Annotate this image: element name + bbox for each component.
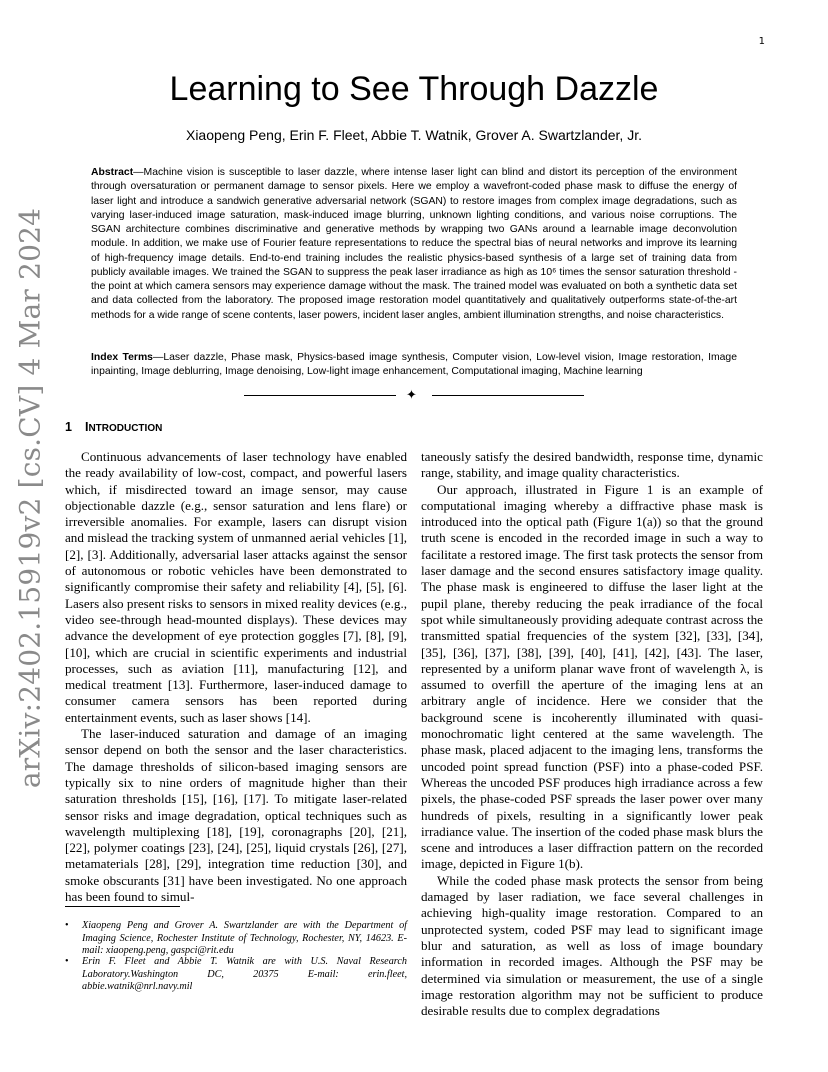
index-terms-text: —Laser dazzle, Phase mask, Physics-based image synthesis, Computer vision, Low-level vision, Image restoration, Image inpainting, Image deblurring, Image denoising, Low-light image enhancement, Computational imaging, Machine learning [91,352,737,378]
paper-title: Learning to See Through Dazzle [169,70,659,108]
section-divider [244,388,584,402]
section-title-initial: I [84,420,89,434]
page-number: 1 [758,36,765,47]
section-title-rest: NTRODUCTION [88,423,163,434]
right-column [421,449,763,1019]
left-column [65,449,407,905]
divider-line-left [244,395,396,396]
divider-diamond-icon: ✦ [406,388,417,403]
section-number: 1 [65,420,72,434]
abstract-text: —Machine vision is susceptible to laser dazzle, where intense laser light can blind and distort its perception of the environment through oversaturation or permanent damage to sensor pixels. Here we employ a wavefront-coded phase mask to diffuse the energy of laser light and introduce a sandwich generative adversarial network (SGAN) to restore images from complex image degradations, such as varying laser-induced image saturation, mask-induced image blurring, unknown lighting conditions, and various noise corruptions. The SGAN architecture combines discriminative and generative methods by wrapping two GANs around a learnable image deconvolution module. In addition, we make use of Fourier feature representations to reduce the spectral bias of neural networks and improve its learning of high-frequency image details. End-to-end training includes the realistic physics-based synthesis of a large set of training data from publicly available images. We trained the SGAN to suppress the peak laser irradiance as high as 10⁶ times the sensor saturation threshold - the point at which camera sensors may experience damage without the mask. The trained model was evaluated on both a synthetic data set and data collected from the laboratory. The proposed image restoration model quantitatively and qualitatively outperforms state-of-the-art methods for a wide range of scene contents, laser powers, incident laser angles, ambient illumination strengths, and noise characteristics. [91,167,737,321]
divider-line-right [432,395,584,396]
body-paragraph: The laser-induced saturation and damage of an imaging sensor depend on both the sensor and the laser characteristics. The damage thresholds of silicon-based imaging sensors are typically six to nine orders of magnitude higher than their saturation thresholds [15], [16], [17]. To mitigate laser-related sensor risks and image degradation, optical techniques such as wavelength multiplexing [18], [19], coronagraphs [20], [21], [22], polymer coatings [23], [24], [25], liquid crystals [26], [27], metamaterials [28], [29], integration time reduction [30], and smoke obscurants [31] have been investigated. No one approach has been found to simul- [65,726,407,905]
abstract [91,166,737,323]
section-title [85,420,162,434]
footnote [65,956,407,994]
bullet-icon: • [65,920,69,931]
footnote-text: Erin F. Fleet and Abbie T. Watnik are with U.S. Naval Research Laboratory.Washington DC, 20375 E-mail: erin.fleet, abbie.watnik@nrl.navy.mil [82,956,407,993]
bullet-icon: • [65,956,69,967]
footnote-text: Xiaopeng Peng and Grover A. Swartzlander are with the Department of Imaging Science, Rochester Institute of Technology, Rochester, NY, 14623. E-mail: xiaopeng.peng, gaspci@rit.edu [82,920,407,957]
body-paragraph: Continuous advancements of laser technology have enabled the ready availability of low-cost, compact, and powerful lasers which, if misdirected toward an image sensor, may cause objectionable dazzle (e.g., sensor saturation and lens flare) or irreversible anomalies. For example, lasers can disrupt vision and mislead the tracking system of unmanned aerial vehicles [1], [2], [3]. Additionally, adversarial laser attacks against the sensor of autonomous or robotic vehicles have been demonstrated to significantly compromise their safety and reliability [4], [5], [6]. Lasers also present risks to sensors in mixed reality devices (e.g., video see-through head-mounted displays). These devices may advance the development of eye protection goggles [7], [8], [9], [10], which are crucial in scientific experiments and industrial processes, such as aviation [11], manufacturing [12], and medical treatment [13]. Furthermore, laser-induced damage to consumer camera sensors has been reported during entertainment events, such as laser shows [14]. [65,449,407,725]
index-terms [91,351,737,380]
section-heading [65,420,162,434]
body-paragraph: While the coded phase mask protects the sensor from being damaged by laser radiation, we face several challenges in achieving high-quality image restoration. Compared to an unprotected system, coded PSF may lead to significant image blur and saturation, as well as loss of image boundary information in recorded images. Although the PSF may be determined via simulation or measurement, the use of a single image restoration algorithm may not be sufficient to produce desirable results due to complex degradations [421,872,763,1019]
arxiv-id: arXiv:2402.15919v2 [cs.CV] 4 Mar 2024 [13,207,47,789]
arxiv-stamp [10,207,50,789]
footnote [65,920,407,958]
footnote-rule [65,906,180,907]
author-list: Xiaopeng Peng, Erin F. Fleet, Abbie T. Watnik, Grover A. Swartzlander, Jr. [185,127,642,143]
body-paragraph: taneously satisfy the desired bandwidth, response time, dynamic range, stability, and image quality characteristics. [421,449,763,481]
index-terms-label: Index Terms [91,352,153,363]
body-paragraph: Our approach, illustrated in Figure 1 is an example of computational imaging whereby a diffractive phase mask is introduced into the optical path (Figure 1(a)) so that the ground truth scene is encoded in the recorded image in such a way to facilitate a restored image. The first task protects the sensor from laser damage and the second ensures satisfactory image quality. The phase mask is engineered to diffuse the laser light at the pupil plane, thereby reducing the peak irradiance of the focal spot while simultaneously providing adequate contrast across the transmitted spatial frequencies of the system [32], [33], [34], [35], [36], [37], [38], [39], [40], [41], [42], [43]. The laser, represented by a uniform planar wave front of wavelength λ, is assumed to overfill the aperture of the imaging lens at an arbitrary angle of incidence. Here we consider that the background scene is incoherently illuminated with quasi-monochromatic light centered at the same wavelength. The phase mask, placed adjacent to the imaging lens, transforms the uncoded point spread function (PSF) into a phase-coded PSF. Whereas the uncoded PSF produces high irradiance across a few pixels, the phase-coded PSF spreads the laser power over many hundreds of pixels, resulting in a significantly lower peak irradiance value. The insertion of the coded phase mask blurs the scene and introduces a laser diffraction pattern on the recorded image, depicted in Figure 1(b). [421,481,763,872]
abstract-label: Abstract [91,167,134,178]
